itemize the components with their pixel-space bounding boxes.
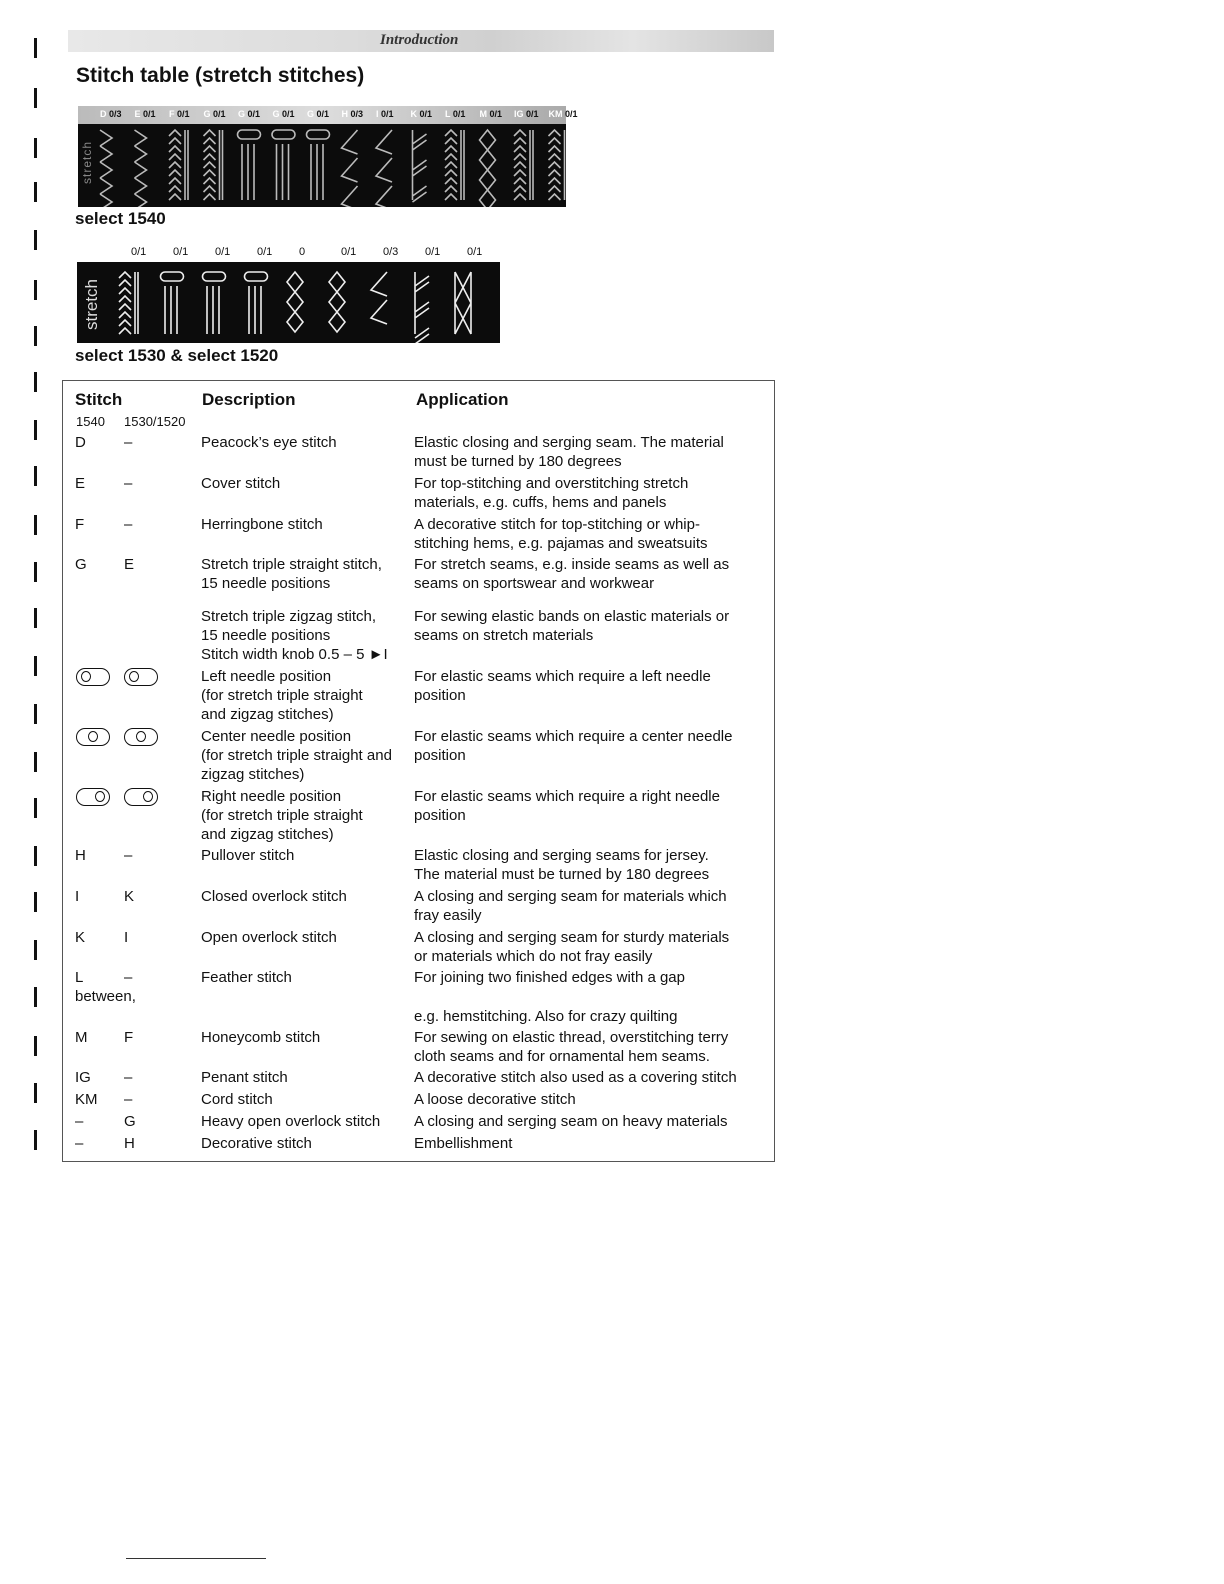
margin-mark <box>34 138 37 158</box>
stitch-description: Cord stitch <box>201 1091 273 1108</box>
margin-mark <box>34 987 37 1007</box>
stitch-1540: G <box>75 556 87 573</box>
stitch-application: For elastic seams which require a center needle position <box>414 728 733 764</box>
stitch-description: Honeycomb stitch <box>201 1029 321 1046</box>
stitch-key <box>480 109 503 119</box>
stitch-application: A closing and serging seam on heavy materials <box>414 1113 728 1130</box>
needle-position-left-icon <box>124 668 158 686</box>
page-header-band <box>68 30 774 52</box>
stitch-pattern <box>287 272 303 332</box>
margin-mark <box>34 892 37 912</box>
col-header-stitch: Stitch <box>75 390 123 409</box>
margin-mark <box>34 798 37 818</box>
margin-mark <box>34 466 37 486</box>
stitch-application: For stretch seams, e.g. inside seams as well as seams on sportswear and workwear <box>414 556 730 592</box>
stitch-pattern <box>245 272 268 334</box>
stitch-pattern <box>161 272 184 334</box>
stitch-setting: 0/1 <box>257 246 273 258</box>
stitch-letter: M <box>479 109 487 119</box>
stitch-application: A closing and serging seam for materials which fray easily <box>414 888 727 924</box>
stitch-1530-1520: – <box>124 847 133 864</box>
stitch-setting: 0/1 <box>452 109 466 119</box>
stitch-description: Open overlock stitch <box>201 929 337 946</box>
stitch-application: For top-stitching and overstitching stretch materials, e.g. cuffs, hems and panels <box>414 475 689 511</box>
stitch-setting: 0/1 <box>282 109 295 119</box>
stitch-1540: between, <box>75 988 136 1005</box>
stitch-description: Decorative stitch <box>201 1135 312 1152</box>
stitch-pattern <box>445 130 464 200</box>
stitch-pattern <box>238 130 261 200</box>
stitch-key <box>549 109 578 119</box>
margin-mark <box>34 515 37 535</box>
margin-mark <box>34 846 37 866</box>
stitch-setting: 0/3 <box>350 109 364 119</box>
stitch-key <box>445 109 465 119</box>
stitch-description: Cover stitch <box>201 475 281 492</box>
stitch-pattern <box>169 130 188 200</box>
stitch-pattern <box>415 272 429 343</box>
stitch-1530-1520: – <box>124 434 133 451</box>
stitch-pattern <box>119 272 138 334</box>
stitch-value-row <box>77 246 500 260</box>
stitch-setting: 0/3 <box>383 246 399 258</box>
stitch-1530-1520: – <box>124 969 133 986</box>
stitch-1530-1520: – <box>124 516 133 533</box>
stitch-pattern <box>413 130 427 202</box>
stitch-application: For sewing on elastic thread, overstitching terry cloth seams and for ornamental hem seams. <box>414 1029 729 1065</box>
stitch-key <box>273 109 295 119</box>
stitch-key <box>514 109 539 119</box>
stitch-1530-1520: K <box>124 888 135 905</box>
stitch-letter: E <box>134 109 141 119</box>
needle-position-left-icon <box>76 668 110 686</box>
stitch-1540: H <box>75 847 86 864</box>
needle-position-right-icon <box>76 788 110 806</box>
stitch-1530-1520: G <box>124 1113 136 1130</box>
stitch-description: Closed overlock stitch <box>201 888 347 905</box>
stitch-setting: 0/1 <box>341 246 357 258</box>
stitch-key <box>204 109 226 119</box>
stitch-letter: I <box>376 109 379 119</box>
stitch-1530-1520: – <box>124 475 133 492</box>
stitch-description: Heavy open overlock stitch <box>201 1113 381 1130</box>
stitch-setting: 0/1 <box>316 109 330 119</box>
stitch-application: A loose decorative stitch <box>414 1091 576 1108</box>
stitch-1540: L <box>75 969 84 986</box>
stitch-1530-1520: – <box>124 1091 133 1108</box>
margin-mark <box>34 562 37 582</box>
stitch-setting: 0/1 <box>565 109 578 119</box>
stitch-setting: 0/1 <box>213 109 226 119</box>
page-title: Stitch table (stretch stitches) <box>76 64 365 87</box>
stitch-description: Center needle position (for stretch triple straight and zigzag stitches) <box>201 728 392 783</box>
stitch-key-strip <box>78 106 578 124</box>
margin-mark <box>34 88 37 108</box>
stitch-letter: G <box>272 109 280 119</box>
stitch-patterns <box>77 262 500 343</box>
panel-side-label: stretch <box>80 140 94 184</box>
stitch-key <box>411 109 433 119</box>
stitch-setting: 0/1 <box>425 246 441 258</box>
stitch-letter: G <box>238 109 246 119</box>
stitch-key <box>307 109 329 119</box>
stitch-description: Stretch triple zigzag stitch, 15 needle positions Stitch width knob 0.5 – 5 ►I <box>201 608 388 663</box>
margin-mark <box>34 608 37 628</box>
stitch-pattern <box>100 130 112 207</box>
stitch-1540: KM <box>75 1091 98 1108</box>
stitch-key <box>342 109 364 119</box>
stitch-panel-1530-1520 <box>77 262 500 343</box>
stitch-key <box>100 109 122 119</box>
stitch-application: Embellishment <box>414 1135 513 1152</box>
stitch-description: Pullover stitch <box>201 847 295 864</box>
stitch-1540: – <box>75 1135 84 1152</box>
stitch-key <box>238 109 260 119</box>
stitch-letter: H <box>341 109 348 119</box>
panel-side-label: stretch <box>82 278 101 330</box>
stitch-application: For elastic seams which require a right needle position <box>414 788 720 824</box>
stitch-1540: F <box>75 516 85 533</box>
stitch-description: Penant stitch <box>201 1069 288 1086</box>
stitch-pattern <box>376 130 392 207</box>
stitch-key <box>376 109 394 119</box>
stitch-key <box>169 109 190 119</box>
stitch-pattern <box>371 272 387 324</box>
stitch-setting: 0/1 <box>526 109 539 119</box>
needle-position-center-icon <box>76 728 110 746</box>
needle-position-center-icon <box>124 728 158 746</box>
stitch-pattern <box>204 130 223 200</box>
margin-mark <box>34 1130 37 1150</box>
stitch-application: For elastic seams which require a left needle position <box>414 668 711 704</box>
stitch-application: e.g. hemstitching. Also for crazy quilting <box>414 1008 678 1025</box>
stitch-application: A decorative stitch also used as a covering stitch <box>414 1069 737 1086</box>
stitch-setting: 0/1 <box>381 109 394 119</box>
stitch-panel-1540 <box>78 106 578 207</box>
stitch-setting: 0/1 <box>467 246 483 258</box>
margin-mark <box>34 940 37 960</box>
margin-mark <box>34 420 37 440</box>
stitch-setting: 0 <box>299 246 306 258</box>
panel-caption-1540: select 1540 <box>75 209 166 228</box>
margin-mark <box>34 752 37 772</box>
stitch-setting: 0/1 <box>419 109 433 119</box>
stitch-1540: IG <box>75 1069 91 1086</box>
model-1530-1520-label: 1530/1520 <box>124 414 186 429</box>
margin-mark <box>34 372 37 392</box>
stitch-description: Feather stitch <box>201 969 292 986</box>
footer-rule <box>126 1558 266 1559</box>
margin-mark <box>34 1083 37 1103</box>
stitch-1530-1520: I <box>124 929 129 946</box>
stitch-pattern <box>135 130 147 207</box>
stitch-application: For sewing elastic bands on elastic materials or seams on stretch materials <box>414 608 730 644</box>
stitch-pattern <box>307 130 330 200</box>
stitch-pattern <box>480 130 496 207</box>
stitch-setting: 0/3 <box>109 109 122 119</box>
stitch-1530-1520: F <box>124 1029 134 1046</box>
col-header-description: Description <box>202 390 296 409</box>
stitch-setting: 0/1 <box>247 109 261 119</box>
stitch-1530-1520: – <box>124 1069 133 1086</box>
stitch-1530-1520: E <box>124 556 135 573</box>
stitch-application: A decorative stitch for top-stitching or whip- stitching hems, e.g. pajamas and sweatsuits <box>414 516 708 552</box>
stitch-patterns <box>78 124 566 207</box>
stitch-letter: D <box>100 109 107 119</box>
stitch-table <box>62 380 775 1162</box>
stitch-setting: 0/1 <box>143 109 156 119</box>
stitch-application: For joining two finished edges with a gap <box>414 969 685 986</box>
stitch-1540: E <box>75 475 86 492</box>
margin-mark <box>34 656 37 676</box>
stitch-application: Elastic closing and serging seams for jersey. The material must be turned by 180 degrees <box>414 847 710 883</box>
stitch-pattern <box>272 130 295 200</box>
stitch-application: A closing and serging seam for sturdy materials or materials which do not fray easily <box>414 929 730 965</box>
needle-position-right-icon <box>124 788 158 806</box>
stitch-pattern <box>549 130 567 200</box>
stitch-setting: 0/1 <box>173 246 189 258</box>
stitch-description: Left needle position (for stretch triple straight and zigzag stitches) <box>201 668 363 723</box>
stitch-pattern <box>203 272 226 334</box>
stitch-letter: F <box>169 109 175 119</box>
section-label: Introduction <box>380 32 459 48</box>
margin-mark <box>34 1036 37 1056</box>
stitch-description: Right needle position (for stretch triple straight and zigzag stitches) <box>201 788 363 843</box>
stitch-1540: M <box>75 1029 88 1046</box>
stitch-1540: I <box>75 888 80 905</box>
stitch-description: Herringbone stitch <box>201 516 323 533</box>
stitch-1530-1520: H <box>124 1135 135 1152</box>
stitch-setting: 0/1 <box>131 246 147 258</box>
stitch-setting: 0/1 <box>215 246 231 258</box>
panel-caption-1530: select 1530 & select 1520 <box>75 346 279 365</box>
margin-mark <box>34 38 37 58</box>
stitch-description: Peacock’s eye stitch <box>201 434 337 451</box>
col-header-application: Application <box>416 390 509 409</box>
margin-mark <box>34 182 37 202</box>
stitch-pattern <box>514 130 533 200</box>
margin-mark <box>34 230 37 250</box>
stitch-setting: 0/1 <box>177 109 190 119</box>
stitch-pattern <box>342 130 358 207</box>
stitch-description: Stretch triple straight stitch, 15 needle positions <box>201 556 382 592</box>
stitch-letter: IG <box>514 109 524 119</box>
stitch-letter: G <box>203 109 211 119</box>
stitch-1540: K <box>75 929 86 946</box>
stitch-letter: K <box>410 109 417 119</box>
model-1540-label: 1540 <box>76 414 105 429</box>
stitch-pattern <box>329 272 345 332</box>
margin-mark <box>34 326 37 346</box>
stitch-1540: D <box>75 434 86 451</box>
stitch-letter: G <box>307 109 315 119</box>
stitch-setting: 0/1 <box>489 109 503 119</box>
margin-mark <box>34 704 37 724</box>
stitch-1540: – <box>75 1113 84 1130</box>
stitch-letter: KM <box>548 109 563 119</box>
margin-mark <box>34 280 37 300</box>
stitch-key <box>135 109 156 119</box>
stitch-application: Elastic closing and serging seam. The material must be turned by 180 degrees <box>414 434 724 470</box>
stitch-letter: L <box>445 109 451 119</box>
stitch-pattern <box>455 272 471 334</box>
